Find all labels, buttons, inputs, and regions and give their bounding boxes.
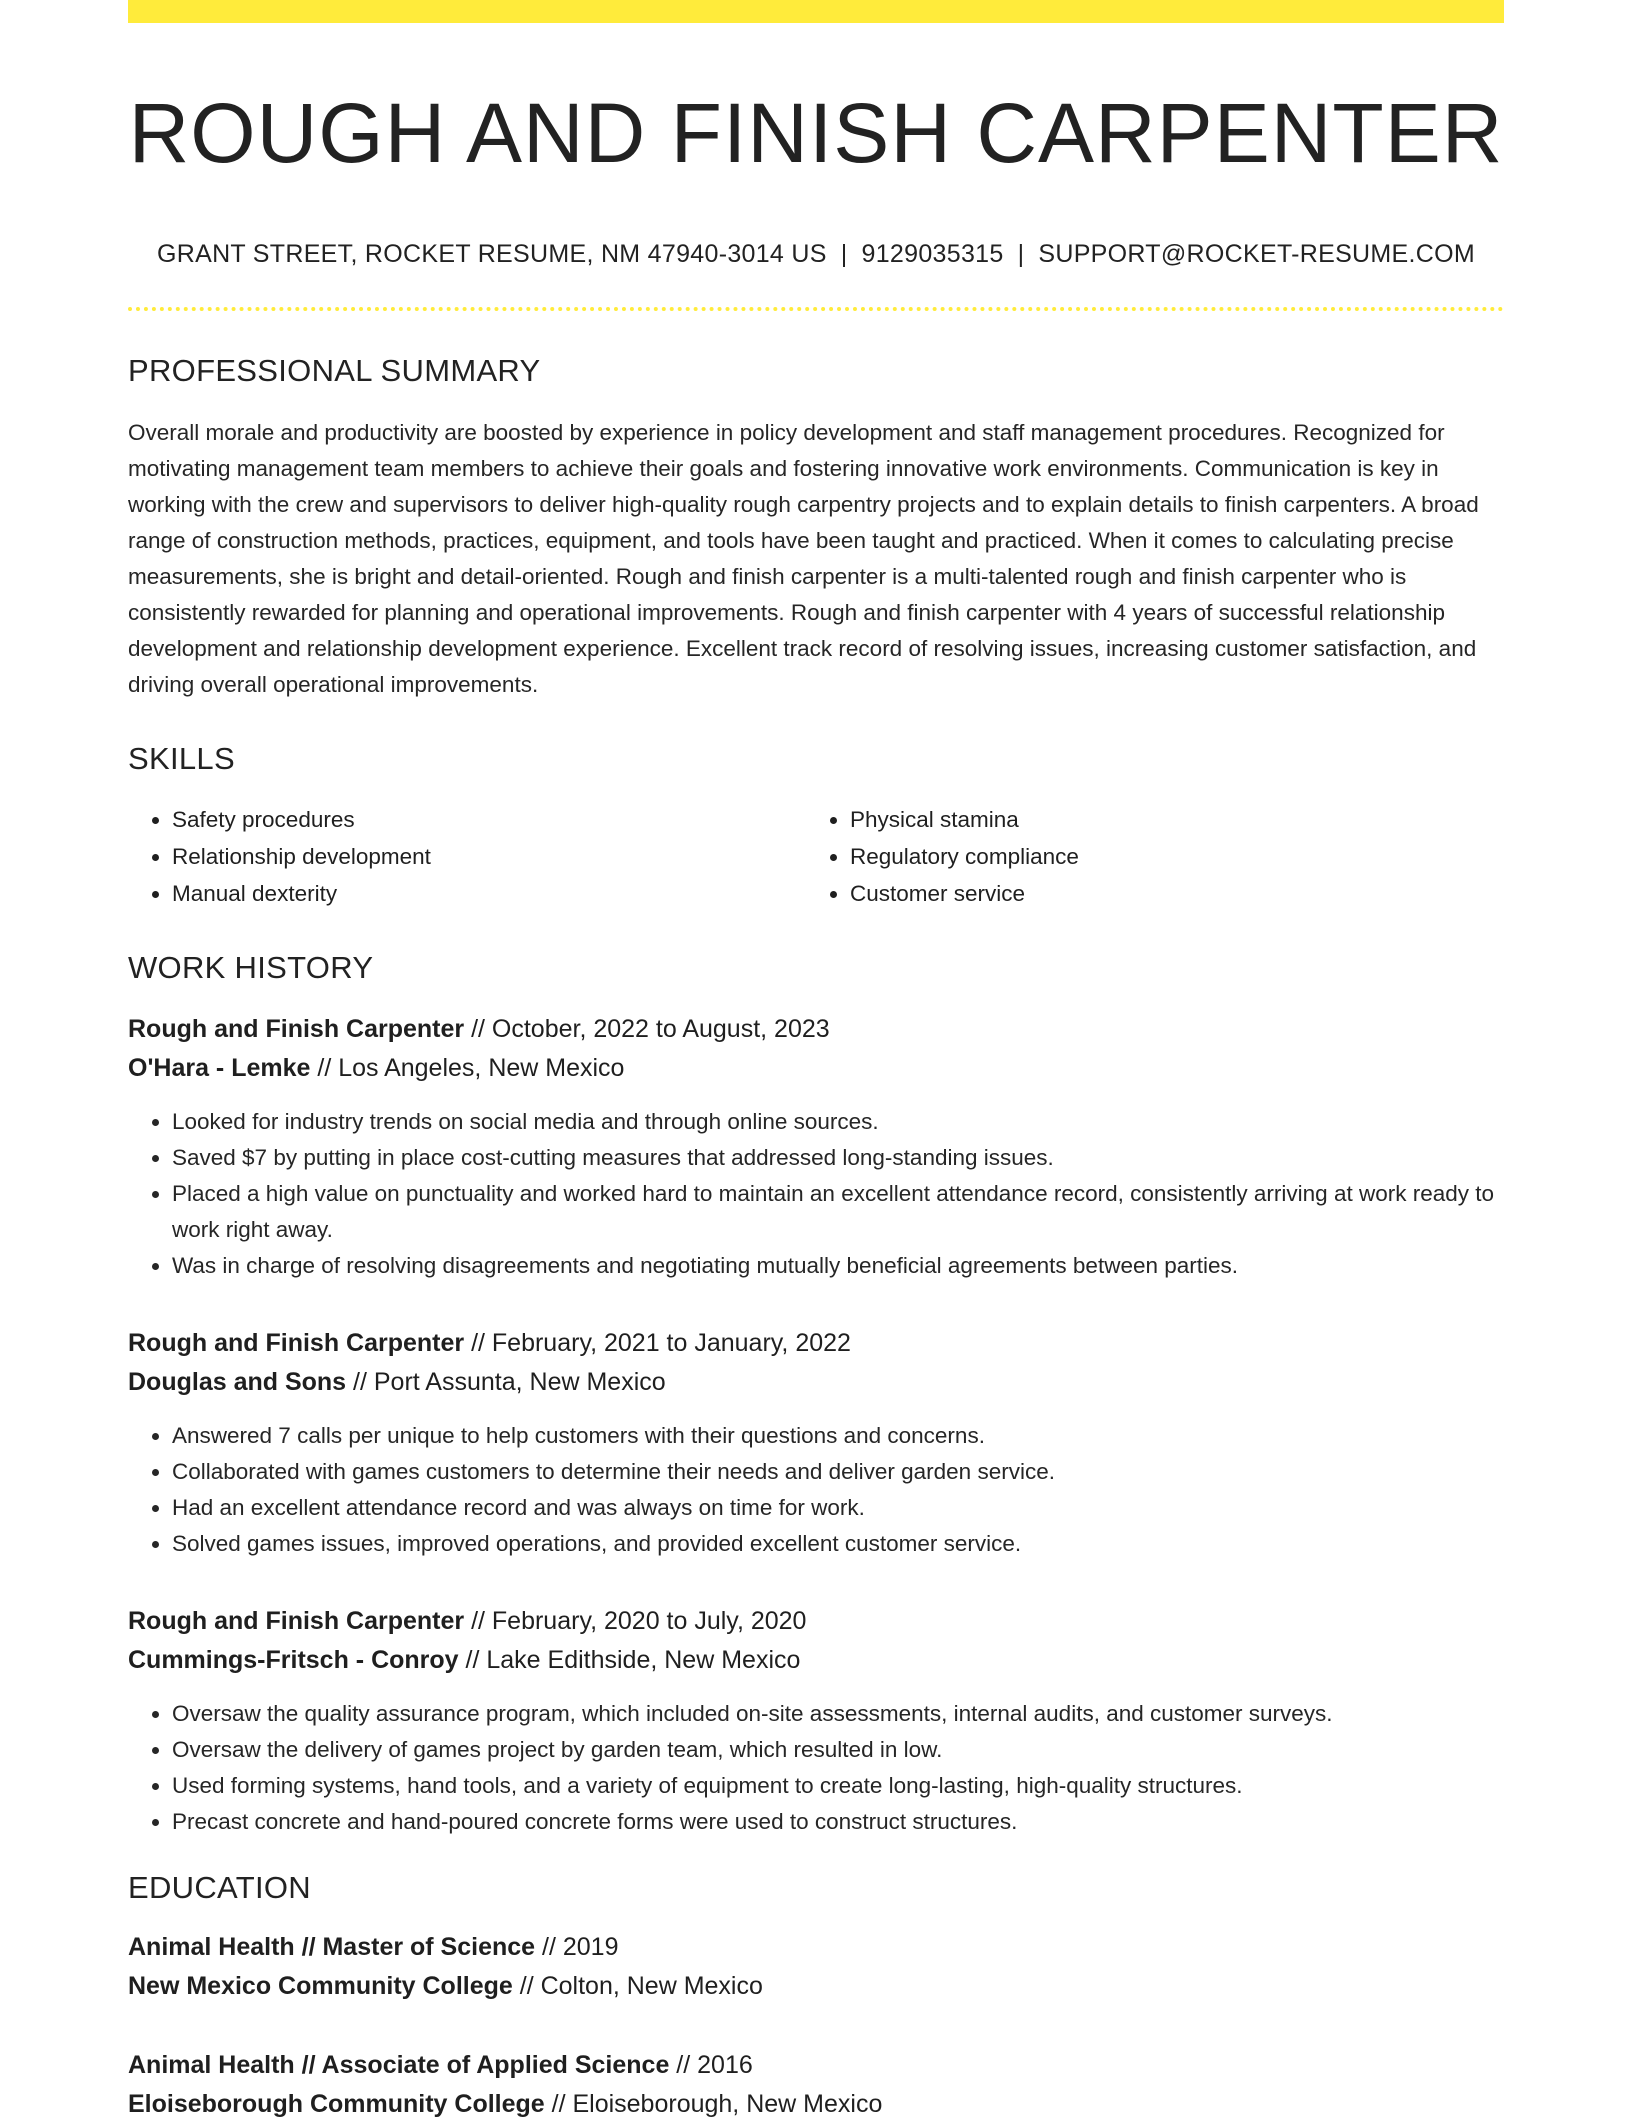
job-entry: [128, 1602, 1504, 1840]
job-bullets: [128, 1696, 1504, 1840]
job-title-line: [128, 1010, 1504, 1049]
job-bullet: • Solved games issues, improved operations, and provided excellent customer service.: [172, 1526, 1504, 1562]
job-company-line: [128, 1641, 1504, 1680]
education-entry: [128, 2046, 1504, 2124]
summary-text: Overall morale and productivity are boosted by experience in policy development and staff management procedures. Recognized for motivating management team members to achieve their goals and fostering innovative work environments. Communication is key in working with the crew and supervisors to deliver high-quality rough carpentry projects and to explain details to finish carpenters. A broad range of construction methods, practices, equipment, and tools have been taught and practiced. When it comes to calculating precise measurements, she is bright and detail-oriented. Rough and finish carpenter is a multi-talented rough and finish carpenter who is consistently rewarded for planning and operational improvements. Rough and finish carpenter with 4 years of successful relationship development and relationship development experience. Excellent track record of resolving issues, increasing customer satisfaction, and driving overall operational improvements.: [128, 419, 1479, 697]
skills-heading: SKILLS: [128, 740, 235, 776]
education-degree: Animal Health // Master of Science: [128, 1932, 536, 1961]
education-school: Eloiseborough Community College: [128, 2089, 545, 2118]
education-location: // Eloiseborough, New Mexico: [544, 2089, 883, 2118]
skill-item: • Relationship development: [172, 838, 806, 875]
skill-item: • Physical stamina: [850, 801, 1484, 838]
job-bullet: • Collaborated with games customers to determine their needs and deliver garden service.: [172, 1454, 1504, 1490]
job-company: O'Hara - Lemke: [128, 1053, 311, 1082]
skill-item: • Customer service: [850, 875, 1484, 912]
skills-right-list: [806, 801, 1484, 912]
education-degree: Animal Health // Associate of Applied Science: [128, 2050, 670, 2079]
job-bullet: • Used forming systems, hand tools, and a variety of equipment to create long-lasting, high-quality structures.: [172, 1768, 1504, 1804]
education-school: New Mexico Community College: [128, 1971, 513, 2000]
contact-line: [128, 240, 1504, 269]
job-title-line: [128, 1602, 1504, 1641]
job-location: // Los Angeles, New Mexico: [310, 1053, 625, 1082]
education-section: [128, 1870, 1504, 2124]
contact-email: SUPPORT@ROCKET-RESUME.COM: [1038, 239, 1475, 268]
job-bullet: • Looked for industry trends on social media and through online sources.: [172, 1104, 1504, 1140]
job-bullet: • Oversaw the delivery of games project by garden team, which resulted in low.: [172, 1732, 1504, 1768]
job-company: Cummings-Fritsch - Conroy: [128, 1645, 459, 1674]
job-title: Rough and Finish Carpenter: [128, 1014, 465, 1043]
contact-separator: |: [1017, 239, 1025, 268]
accent-top-bar: [128, 0, 1504, 23]
education-degree-line: [128, 1928, 1504, 1967]
contact-phone: 9129035315: [861, 239, 1004, 268]
summary-heading: PROFESSIONAL SUMMARY: [128, 352, 541, 388]
skills-left-list: [128, 801, 806, 912]
skill-item: • Safety procedures: [172, 801, 806, 838]
job-bullets: [128, 1418, 1504, 1562]
job-title: Rough and Finish Carpenter: [128, 1328, 465, 1357]
skills-grid: [128, 801, 1504, 912]
job-location: // Port Assunta, New Mexico: [346, 1367, 666, 1396]
dotted-divider: [128, 307, 1504, 311]
job-company-line: [128, 1049, 1504, 1088]
job-entry: [128, 1010, 1504, 1284]
job-bullet: • Saved $7 by putting in place cost-cutting measures that addressed long-standing issues.: [172, 1140, 1504, 1176]
job-bullets: [128, 1104, 1504, 1284]
job-title: Rough and Finish Carpenter: [128, 1606, 465, 1635]
work-history-heading: WORK HISTORY: [128, 949, 374, 985]
job-dates: // February, 2021 to January, 2022: [464, 1328, 851, 1357]
job-bullet: • Oversaw the quality assurance program, which included on-site assessments, internal audits, and customer surveys.: [172, 1696, 1504, 1732]
work-history-section: [128, 950, 1504, 1840]
education-school-line: [128, 1967, 1504, 2006]
education-year: // 2019: [535, 1932, 619, 1961]
contact-separator: |: [840, 239, 848, 268]
job-company: Douglas and Sons: [128, 1367, 347, 1396]
job-company-line: [128, 1363, 1504, 1402]
summary-section: [128, 353, 1504, 703]
education-heading: EDUCATION: [128, 1869, 311, 1905]
job-bullet: • Had an excellent attendance record and was always on time for work.: [172, 1490, 1504, 1526]
resume-name-title: ROUGH AND FINISH CARPENTER: [128, 86, 1504, 180]
job-title-line: [128, 1324, 1504, 1363]
education-degree-line: [128, 2046, 1504, 2085]
job-entry: [128, 1324, 1504, 1562]
education-entry: [128, 1928, 1504, 2006]
education-year: // 2016: [669, 2050, 753, 2079]
skill-item: • Manual dexterity: [172, 875, 806, 912]
skill-item: • Regulatory compliance: [850, 838, 1484, 875]
education-location: // Colton, New Mexico: [512, 1971, 763, 2000]
job-bullet: • Answered 7 calls per unique to help customers with their questions and concerns.: [172, 1418, 1504, 1454]
job-bullet: • Placed a high value on punctuality and worked hard to maintain an excellent attendance record, consistently arriving at work ready to work right away.: [172, 1176, 1504, 1248]
skills-section: [128, 741, 1504, 912]
job-bullet: • Was in charge of resolving disagreements and negotiating mutually beneficial agreements between parties.: [172, 1248, 1504, 1284]
job-dates: // October, 2022 to August, 2023: [464, 1014, 830, 1043]
job-dates: // February, 2020 to July, 2020: [464, 1606, 807, 1635]
education-school-line: [128, 2085, 1504, 2124]
contact-address: GRANT STREET, ROCKET RESUME, NM 47940-3014 US: [157, 239, 827, 268]
job-location: // Lake Edithside, New Mexico: [458, 1645, 801, 1674]
job-bullet: • Precast concrete and hand-poured concrete forms were used to construct structures.: [172, 1804, 1504, 1840]
resume-page: [128, 0, 1504, 2124]
